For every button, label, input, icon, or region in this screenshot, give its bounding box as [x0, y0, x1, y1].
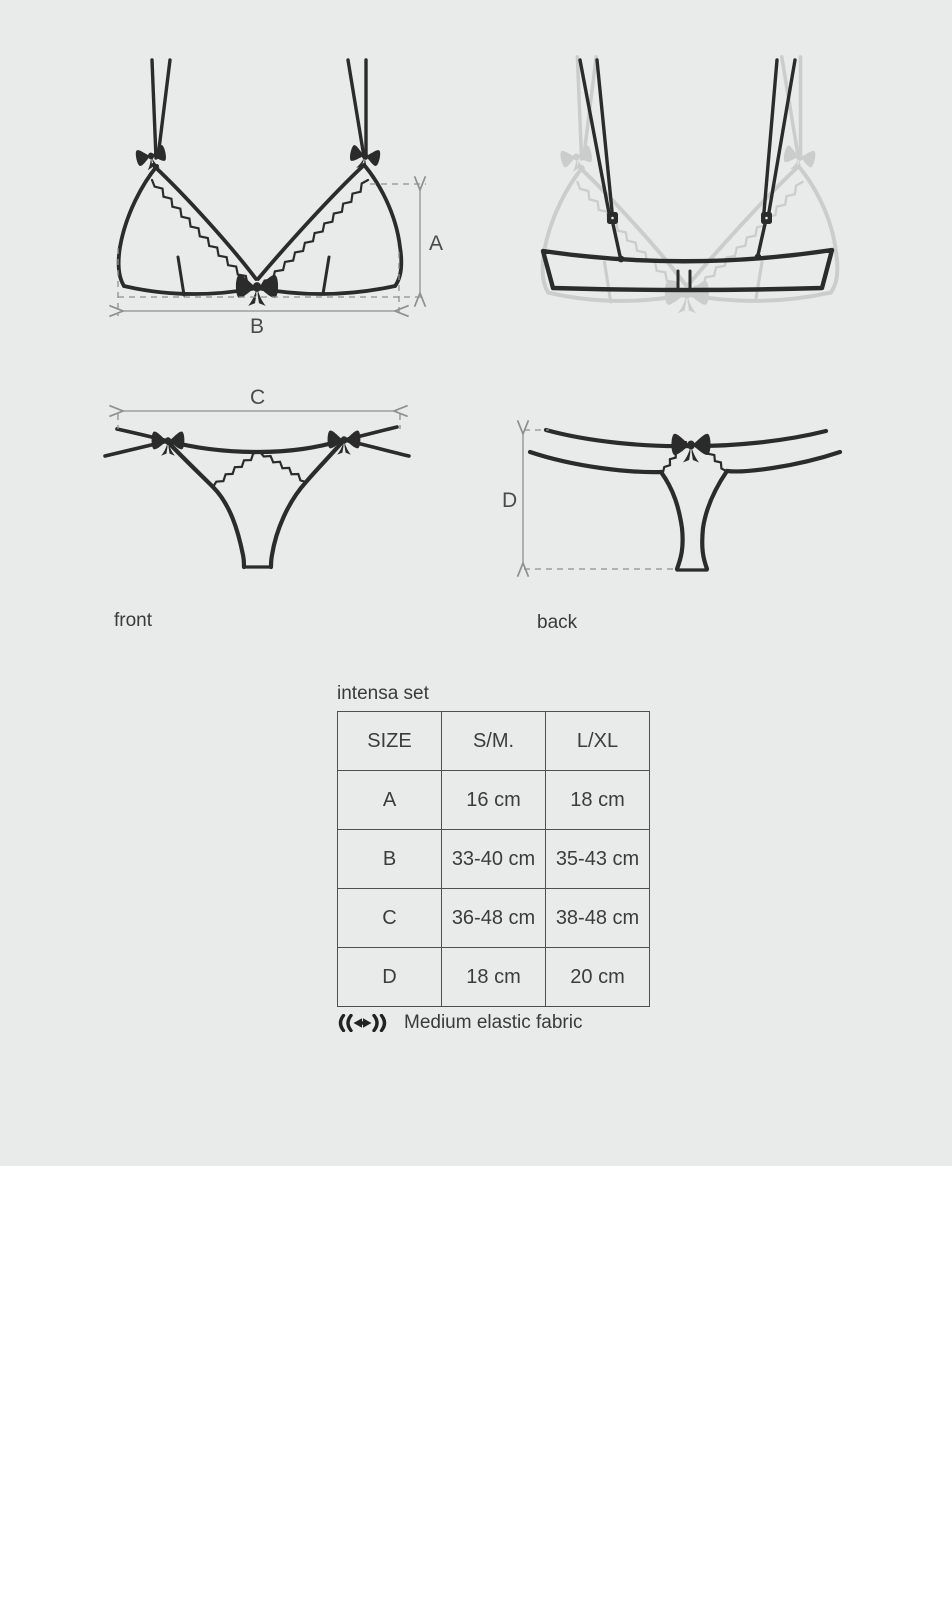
table-row: [338, 830, 650, 889]
value-cell: 35-43 cm: [546, 830, 650, 889]
bra-front-drawing: [119, 60, 402, 306]
fabric-note: [334, 1012, 582, 1034]
dim-cell: B: [338, 830, 442, 889]
value-cell: 38-48 cm: [546, 889, 650, 948]
dim-label-b: B: [250, 315, 265, 338]
value-cell: 36-48 cm: [442, 889, 546, 948]
dim-label-c: C: [250, 386, 266, 409]
value-cell: 18 cm: [442, 948, 546, 1007]
dim-label-d: D: [502, 489, 518, 512]
table-row: [338, 889, 650, 948]
front-view-label: front: [114, 610, 153, 631]
table-row: [338, 948, 650, 1007]
size-table-header: L/XL: [546, 712, 650, 771]
dim-cell: C: [338, 889, 442, 948]
size-table-header: SIZE: [338, 712, 442, 771]
panties-leg-edges: [168, 440, 344, 567]
back-view-label: back: [537, 612, 578, 633]
bow-icon: [671, 434, 710, 463]
size-table-container: [337, 711, 650, 1007]
size-table: [337, 711, 650, 1007]
dimension-annotations: [118, 184, 676, 569]
value-cell: 33-40 cm: [442, 830, 546, 889]
fabric-note-text: Medium elastic fabric: [404, 1012, 583, 1033]
dim-cell: A: [338, 771, 442, 830]
panties-lace-trim: [213, 452, 306, 487]
size-table-header: S/M.: [442, 712, 546, 771]
panties-back-drawing: [530, 430, 840, 570]
value-cell: 16 cm: [442, 771, 546, 830]
dim-label-a: A: [429, 232, 444, 255]
panties-front-drawing: [105, 427, 409, 567]
dim-cell: D: [338, 948, 442, 1007]
value-cell: 18 cm: [546, 771, 650, 830]
panties-waistband: [168, 440, 344, 452]
bra-back-straps: [580, 60, 795, 256]
value-cell: 20 cm: [546, 948, 650, 1007]
elastic-double-arrow-icon: [334, 1014, 391, 1032]
size-table-header-row: [338, 712, 650, 771]
table-row: [338, 771, 650, 830]
product-title: intensa set: [337, 683, 429, 704]
panties-back-leg-edges: [530, 452, 840, 570]
